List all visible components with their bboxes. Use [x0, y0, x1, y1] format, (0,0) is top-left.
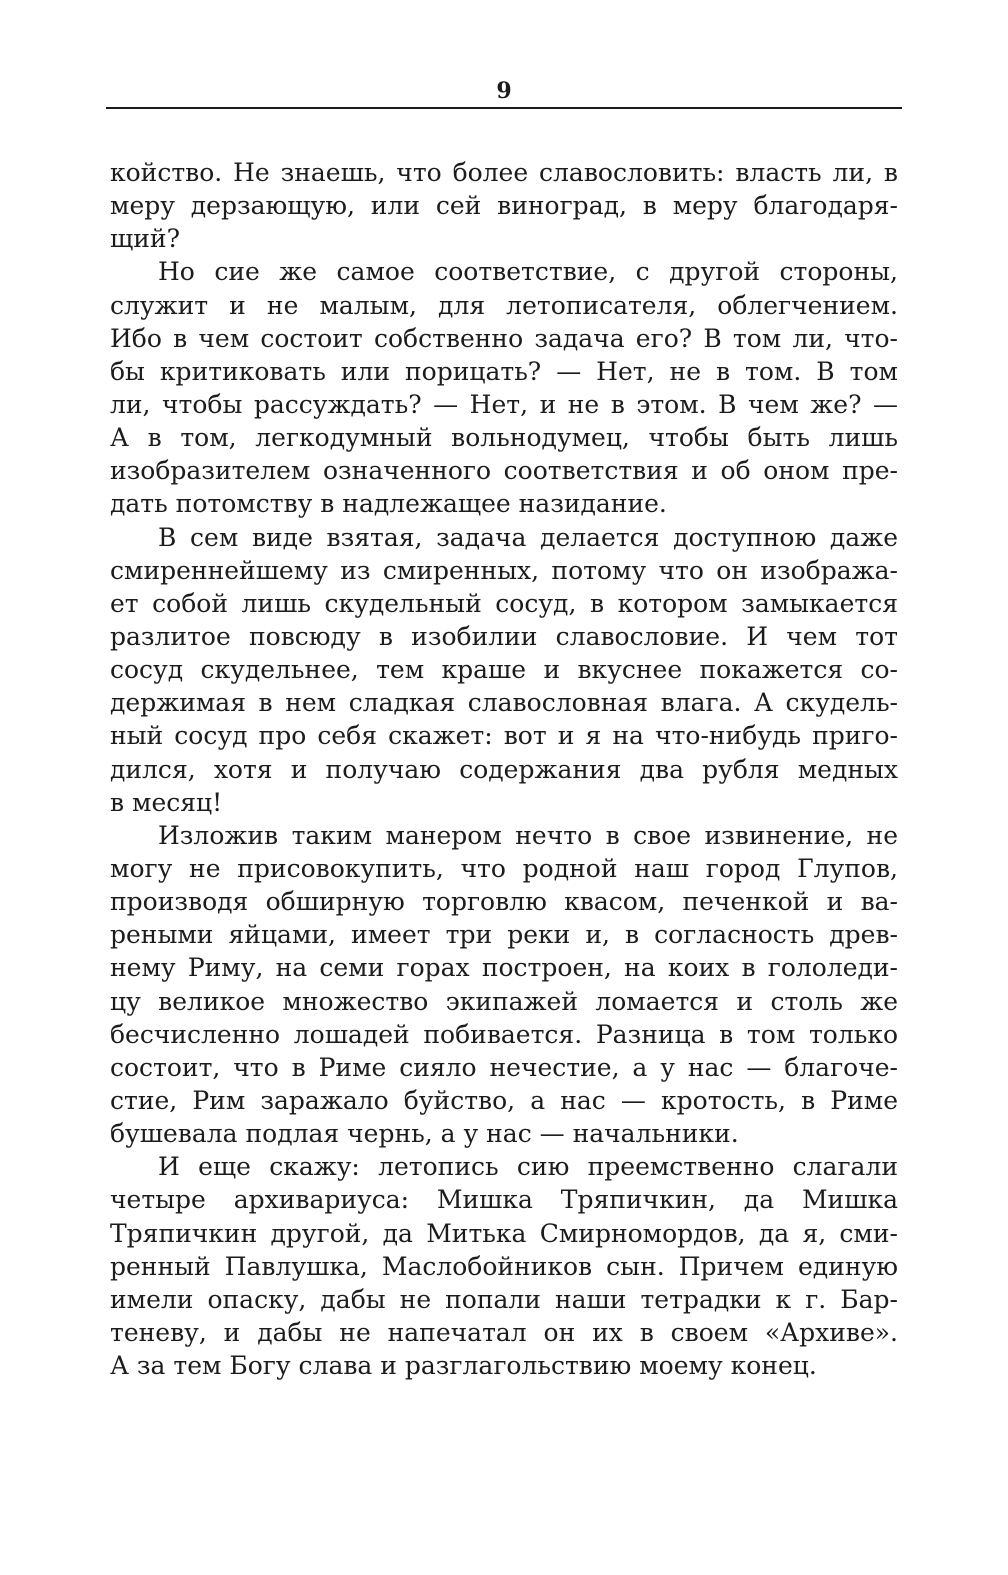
text-line: ренный Павлушка, Маслобойников сын. Причем единую — [110, 1251, 898, 1281]
paragraph — [110, 1150, 898, 1382]
text-line: реными яйцами, имеет три реки и, в согласность древ- — [110, 920, 898, 950]
text-line: нему Риму, на семи горах построен, на коих в гололеди- — [110, 953, 898, 983]
header-rule — [106, 107, 902, 109]
text-line: служит и не малым, для летописателя, облегчением. — [110, 290, 898, 320]
text-line: А в том, легкодумный вольнодумец, чтобы быть лишь — [110, 423, 898, 453]
text-line: могу не присовокупить, что родной наш город Глупов, — [110, 853, 898, 883]
text-line: дать потомству в надлежащее назидание. — [110, 489, 667, 519]
text-line: В сем виде взятая, задача делается доступною даже — [158, 522, 898, 552]
text-line: разлитое повсюду в изобилии славословие. И чем тот — [110, 621, 898, 651]
text-line: в месяц! — [110, 787, 223, 817]
text-line: стие, Рим заражало буйство, а нас — кротость, в Риме — [110, 1085, 898, 1115]
text-line: держимая в нем сладкая славословная влага. А скудель- — [110, 688, 898, 718]
text-line: Но сие же самое соответствие, с другой стороны, — [158, 257, 898, 287]
paragraph — [110, 156, 898, 255]
text-line: койство. Не знаешь, что более славословить: власть ли, в — [110, 158, 898, 187]
text-line: ли, чтобы рассуждать? — Нет, и не в этом. В чем же? — — [110, 389, 898, 419]
text-line: И еще скажу: летопись сию преемственно слагали — [158, 1152, 898, 1182]
text-line: дился, хотя и получаю содержания два рубля медных — [110, 754, 898, 784]
text-line: ный сосуд про себя скажет: вот и я на что-нибудь приго- — [110, 721, 898, 751]
text-line: меру дерзающую, или сей виноград, в меру благодаря- — [110, 191, 898, 221]
body-text — [110, 156, 898, 1382]
text-line: бушевала подлая чернь, а у нас — начальники. — [110, 1119, 739, 1149]
text-line: бы критиковать или порицать? — Нет, не в том. В том — [110, 356, 898, 386]
paragraph — [110, 521, 898, 819]
paragraph — [110, 819, 898, 1150]
text-line: щий? — [110, 224, 180, 254]
text-line: цу великое множество экипажей ломается и столь же — [110, 986, 898, 1016]
text-line: четыре архивариуса: Мишка Тряпичкин, да Мишка — [110, 1185, 898, 1215]
text-line: производя обширную торговлю квасом, печенкой и ва- — [110, 887, 898, 917]
text-line: теневу, и дабы не напечатал он их в своем «Архиве». — [110, 1317, 898, 1347]
text-line: Изложив таким манером нечто в свое извинение, не — [158, 820, 898, 850]
text-line: ет собой лишь скудельный сосуд, в котором замыкается — [110, 588, 898, 618]
text-line: сосуд скудельнее, тем краше и вкуснее покажется со- — [110, 655, 898, 685]
text-line: Ибо в чем состоит собственно задача его? В том ли, что- — [110, 323, 898, 353]
text-line: имели опаску, дабы не попали наши тетрадки к г. Бар- — [110, 1284, 898, 1314]
text-line: бесчисленно лошадей побивается. Разница в том только — [110, 1019, 898, 1049]
text-line: Тряпичкин другой, да Митька Смирномордов, да я, сми- — [110, 1218, 898, 1248]
text-line: смиреннейшему из смиренных, потому что он изобража- — [110, 555, 898, 585]
page-number: 9 — [496, 78, 512, 104]
text-line: состоит, что в Риме сияло нечестие, а у нас — благоче- — [110, 1052, 898, 1082]
text-line: изобразителем означенного соответствия и об оном пре- — [110, 456, 898, 486]
text-line: А за тем Богу слава и разглагольствию моему конец. — [110, 1351, 817, 1381]
paragraph — [110, 255, 898, 520]
